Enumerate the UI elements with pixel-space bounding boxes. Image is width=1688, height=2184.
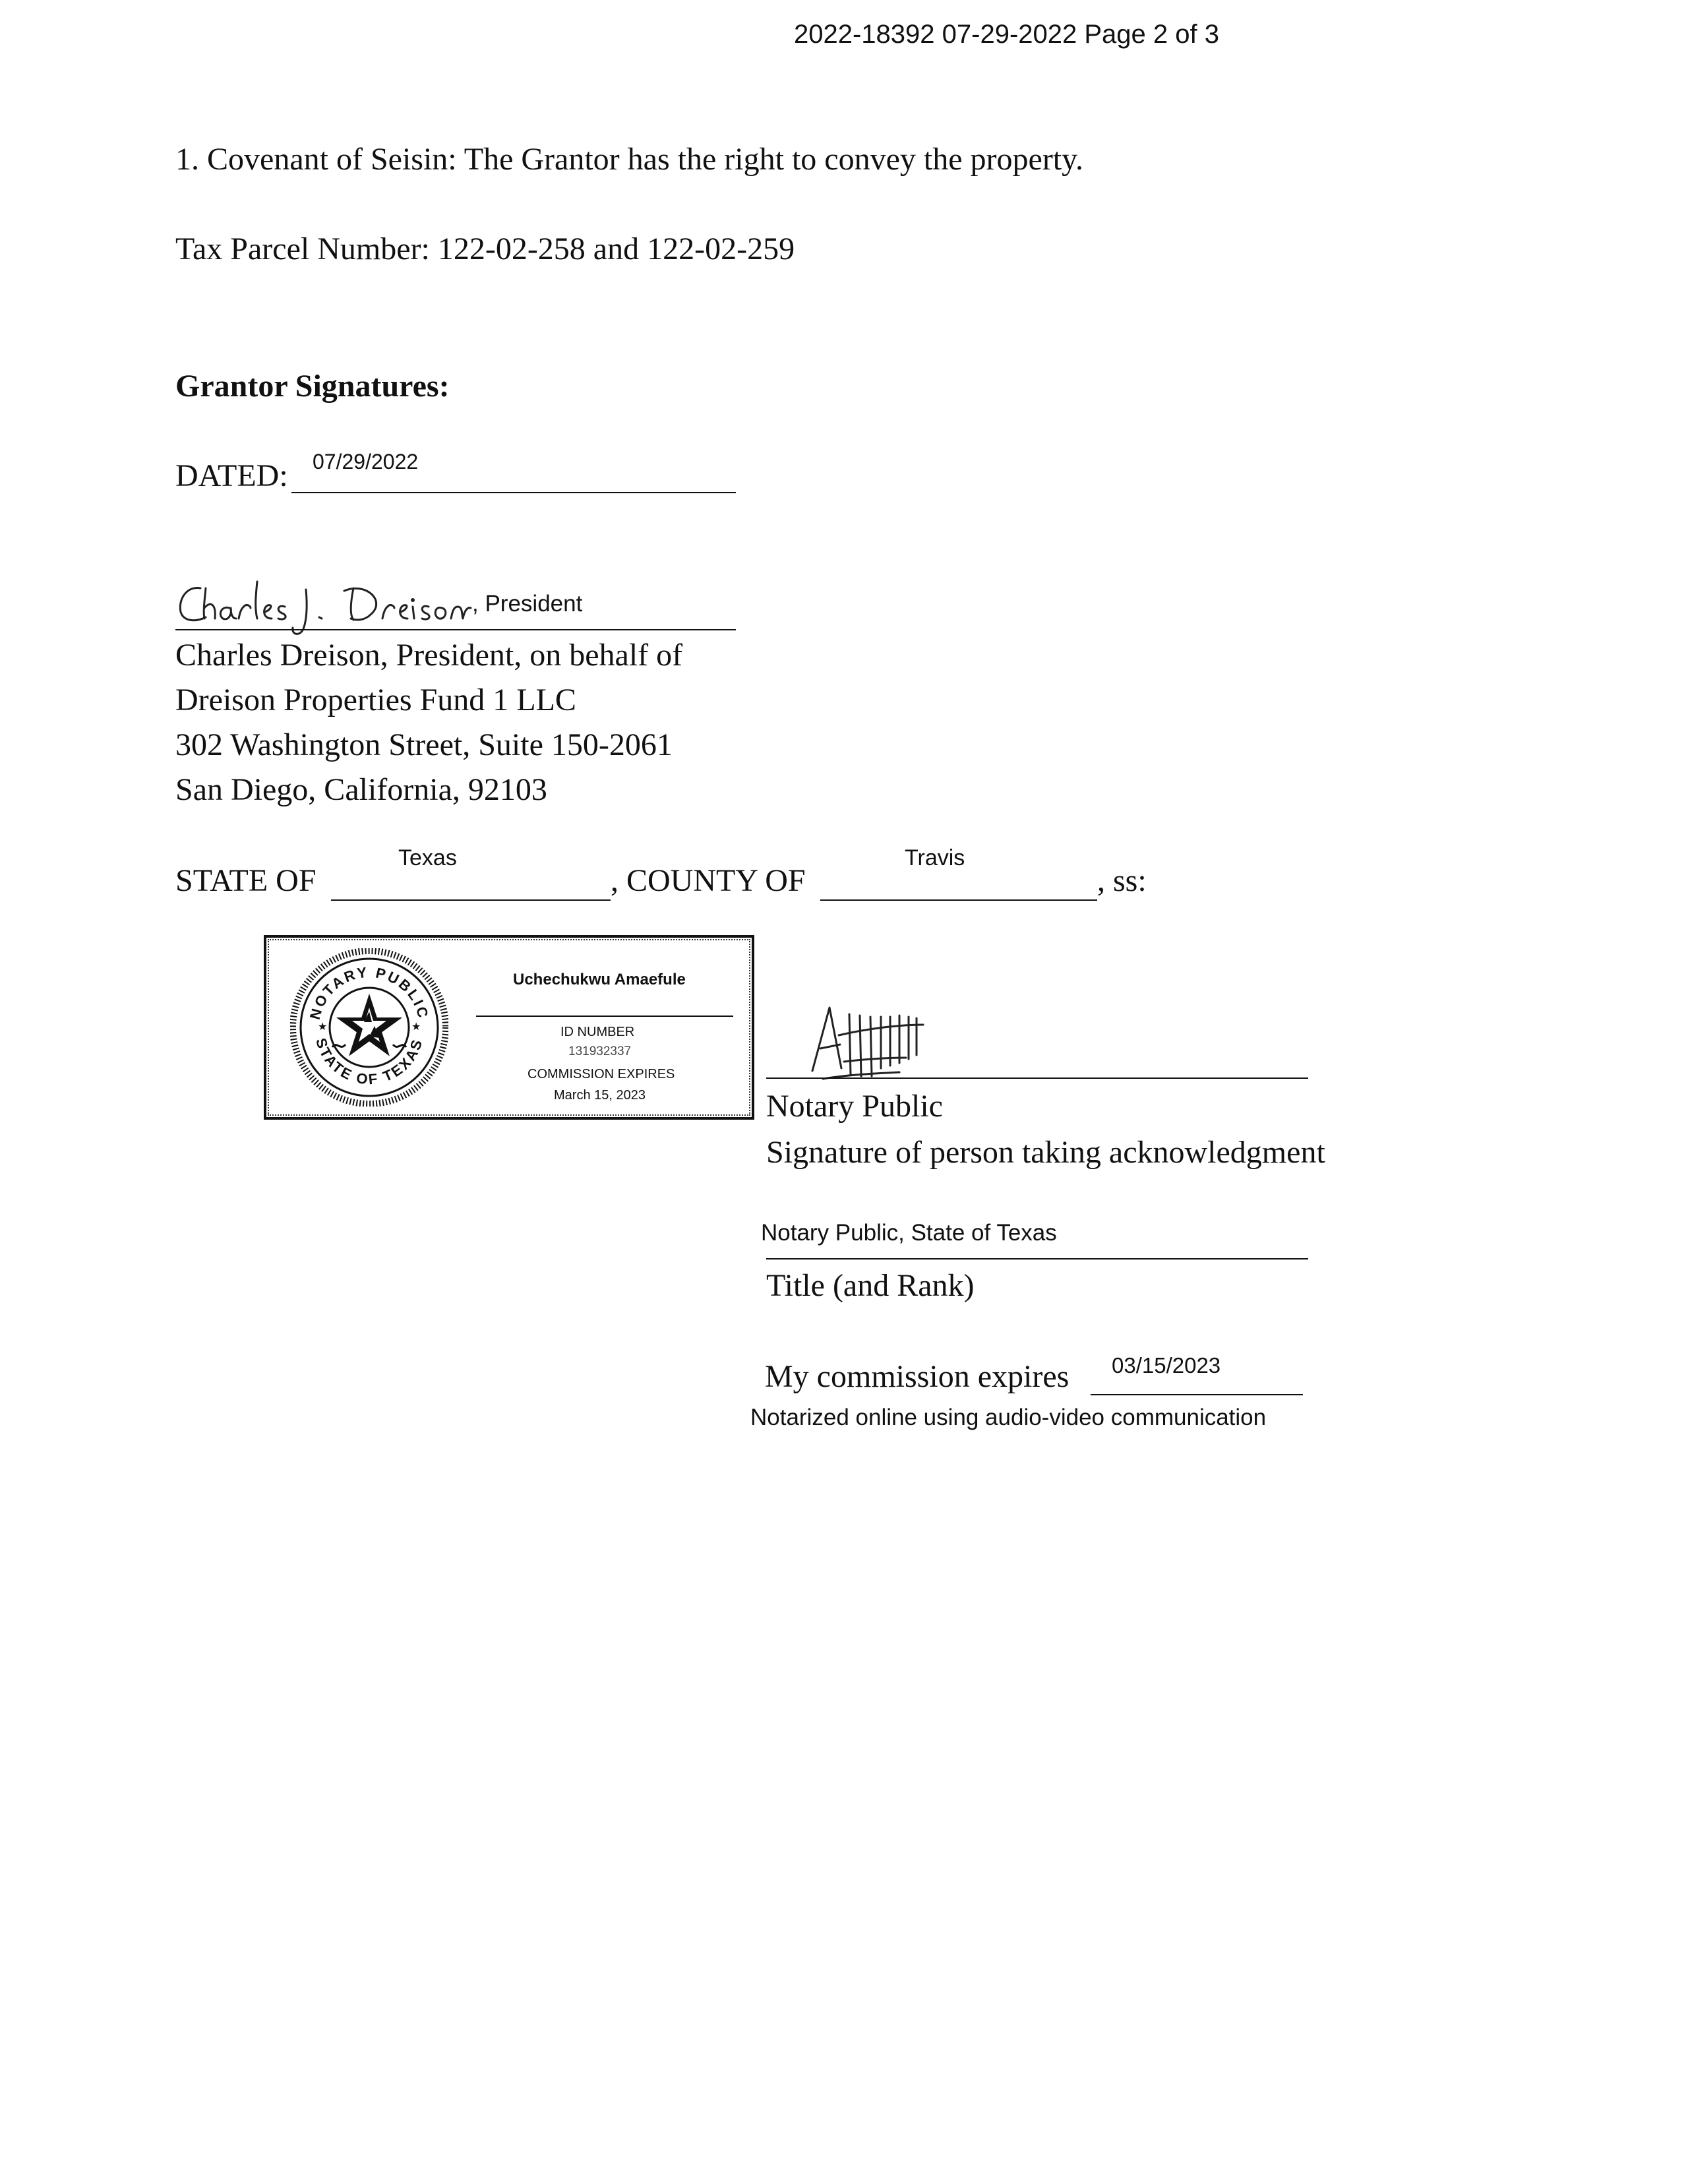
grantor-heading: Grantor Signatures: [175, 369, 450, 404]
commission-expires-value: 03/15/2023 [1112, 1353, 1221, 1378]
state-of-label: STATE OF [175, 863, 316, 898]
seal-id-value: 131932337 [568, 1045, 632, 1058]
title-rank-label: Title (and Rank) [766, 1268, 975, 1303]
commission-expires-underline [1091, 1394, 1303, 1395]
tax-parcel-number: Tax Parcel Number: 122-02-258 and 122-02-259 [175, 231, 795, 266]
svg-text:STATE OF TEXAS [313, 1036, 426, 1087]
grantor-signature [175, 575, 475, 641]
signature-dot [411, 598, 415, 602]
dated-value: 07/29/2022 [313, 450, 419, 473]
covenant-clause: 1. Covenant of Seisin: The Grantor has the right to convey the property. [175, 142, 1084, 177]
signer-company: Dreison Properties Fund 1 LLC [175, 682, 576, 717]
state-value: Texas [398, 845, 457, 870]
notary-role: Notary Public [766, 1089, 943, 1124]
signature-title-suffix: , President [472, 591, 583, 617]
seal-name-underline [476, 1016, 733, 1017]
notary-signature [807, 1002, 939, 1081]
ss-label: , ss: [1097, 863, 1147, 898]
seal-ring-top: NOTARY PUBLIC [306, 963, 433, 1021]
signer-name-line: Charles Dreison, President, on behalf of [175, 638, 683, 673]
county-underline [820, 899, 1097, 901]
county-of-label: , COUNTY OF [611, 863, 806, 898]
svg-text:NOTARY PUBLIC [307, 964, 432, 1021]
seal-commission-label: COMMISSION EXPIRES [528, 1067, 675, 1081]
seal-notary-name: Uchechukwu Amaefule [513, 971, 686, 988]
signer-address-street: 302 Washington Street, Suite 150-2061 [175, 727, 673, 762]
online-notarization-note: Notarized online using audio-video communication [750, 1405, 1267, 1430]
seal-id-label: ID NUMBER [560, 1025, 635, 1039]
recording-stamp: 2022-18392 07-29-2022 Page 2 of 3 [794, 20, 1219, 49]
seal-commission-date: March 15, 2023 [554, 1088, 646, 1103]
svg-text:★: ★ [318, 1020, 328, 1033]
notary-role-description: Signature of person taking acknowledgment [766, 1135, 1325, 1170]
county-value: Travis [905, 845, 965, 870]
notary-signature-underline [766, 1077, 1308, 1079]
signer-address-city: San Diego, California, 92103 [175, 772, 547, 807]
dated-label: DATED: [175, 458, 288, 493]
notary-seal-icon [290, 948, 448, 1107]
svg-text:★: ★ [411, 1020, 421, 1033]
signature-underline [175, 629, 736, 630]
state-underline [331, 899, 611, 901]
commission-expires-label: My commission expires [765, 1359, 1070, 1394]
seal-ring-bottom: STATE OF TEXAS [313, 1036, 426, 1088]
seal-star-icon [338, 996, 400, 1054]
title-underline [766, 1258, 1308, 1259]
notary-stamp [264, 935, 754, 1120]
notary-title-value: Notary Public, State of Texas [761, 1220, 1057, 1246]
dated-underline [291, 492, 736, 493]
